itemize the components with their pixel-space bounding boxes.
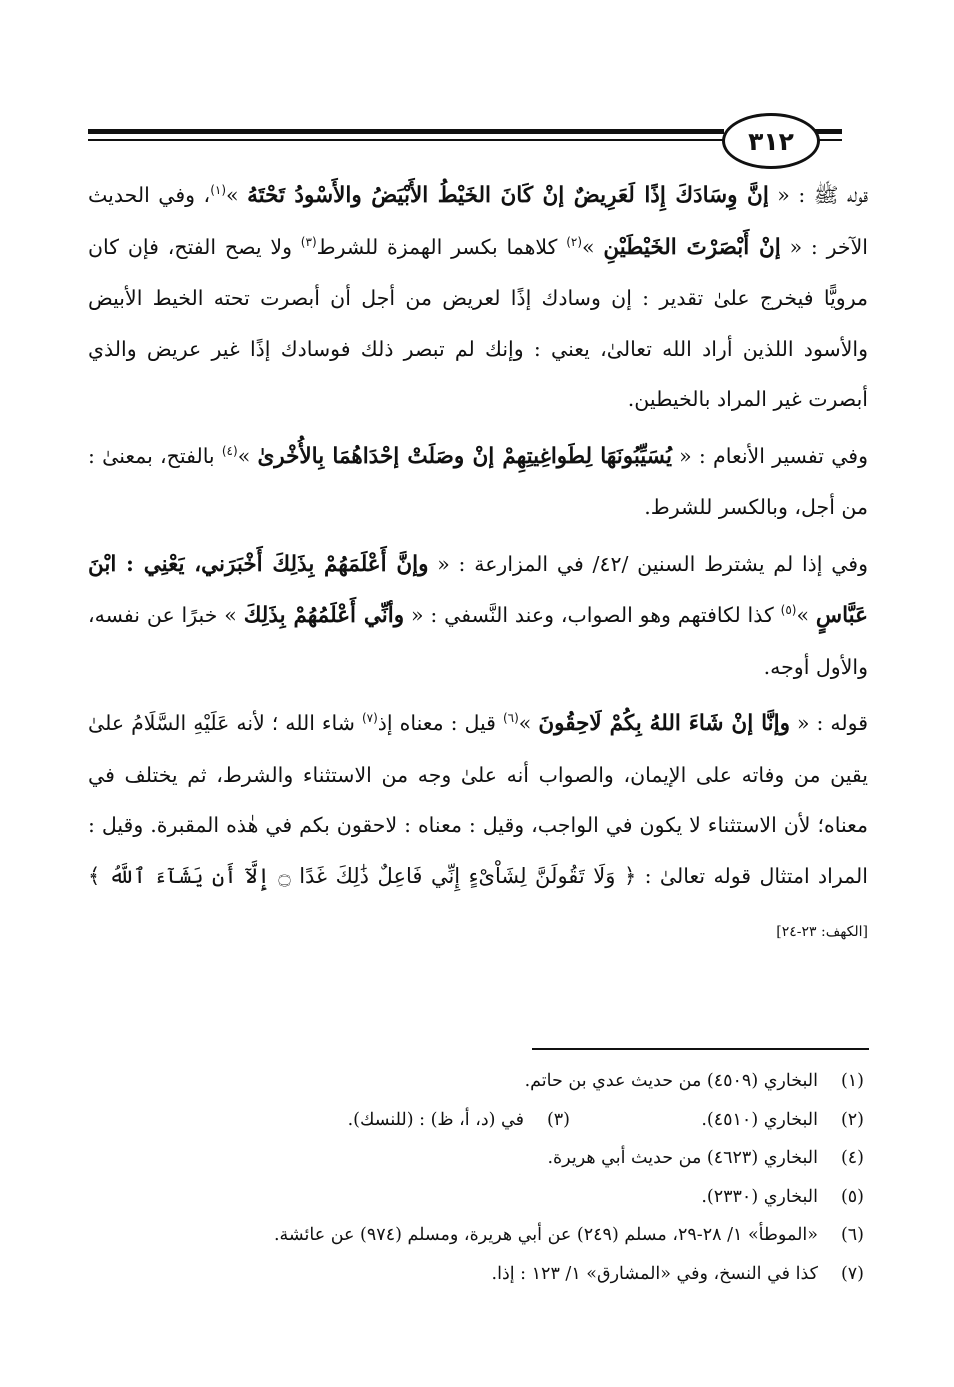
footnote-item: (٧) كذا في النسخ، وفي «المشارق» ١/ ١٢٣ : إذا. <box>491 1263 864 1284</box>
footnote-ref: (٥) <box>780 603 797 618</box>
footnote-ref: (٧) <box>361 711 378 726</box>
quran-verse: ﴿ وَلَا تَقُولَنَّ لِشَاْىْءٍ إِنِّي فَاعِلٌ ذَٰلِكَ غَدًا ۝ إِلَّآ أَن يَشَآءَ ٱللَّهُ ﴾ <box>88 863 637 888</box>
footnote-ref: (٣) <box>300 234 317 249</box>
footnote-item: (٢) البخاري (٤٥١٠). (٣) في (د، أ، ظ) : (للنسك). <box>347 1109 864 1130</box>
main-text <box>88 170 868 964</box>
footnote-item: (٤) البخاري (٤٦٢٣) من حديث أبي هريرة. <box>547 1148 864 1168</box>
paragraph-1: قوله ﷺ : « إنَّ وِسَادَكَ إِذًا لَعَرِيضٌ إنْ كَانَ الخَيْطُ الأَبْيَضُ والأَسْودُ تَحْتَهُ »$^{(١)}$، وفي الحديث الآخر : « إنْ أَبْصَرْتَ الخَيْطَيْنِ »$^{(٢)}$ كلاهما بكسر الهمزة للشرط$^{(٣)}$ ولا يصح الفتح، فإن كان مرويًّا فيخرج علىٰ تقدير : إن وسادك إذًا لعريض من أجل أن أبصرت تحته الخيط الأبيض والأسود اللذين أراد الله تعالىٰ، يعني : وإنك لم تبصر ذلك فوسادك إذًا غير عريض والذي أبصرت غير المراد بالخيطين. <box>88 183 868 411</box>
paragraph-2: وفي تفسير الأنعام : « يُسَيِّبُونَهَا لِطَواغِيتِهِمْ إنْ وصَلَتْ إحْدَاهُمَا بِالأُخْرىٰ »$^{(٤)}$ بالفتح، بمعنىٰ : من أجل، وبالكسر للشرط. <box>88 443 868 519</box>
footnote-item: (٥) البخاري (٢٣٣٠). <box>701 1186 864 1207</box>
hadith-quote: إنْ أَبْصَرْتَ الخَيْطَيْنِ <box>603 234 781 260</box>
page-number: ٣١٢ <box>722 113 820 169</box>
footnote-item: (٦) «الموطأ» ١/ ٢٨-٢٩، مسلم (٢٤٩) عن أبي هريرة، ومسلم (٩٧٤) عن عائشة. <box>273 1225 864 1245</box>
hadith-quote: إنَّ وِسَادَكَ إِذًا لَعَرِيضٌ إنْ كَانَ الخَيْطُ الأَبْيَضُ والأَسْودُ تَحْتَهُ <box>247 183 769 208</box>
footnotes <box>88 1062 864 1293</box>
paragraph-4: قوله : « وإنَّا إنْ شَاءَ اللهُ بِكُمْ لَاحِقُونَ »$^{(٦)}$ قيل : معناه إذ$^{(٧)}$ شاء الله ؛ لأنه عَلَيْهِ السَّلَامُ علىٰ يقين من وفاته على الإيمان، والصواب أنه علىٰ وجه من الاستثناء والشرط، ثم يختلف في معناه؛ لأن الاستثناء لا يكون في الواجب، وقيل : معناه : لاحقون بكم في هٰذه المقبرة. وقيل : المراد امتثال قوله تعالىٰ : ﴿ وَلَا تَقُولَنَّ لِشَاْىْءٍ إِنِّي فَاعِلٌ ذَٰلِكَ غَدًا ۝ إِلَّآ أَن يَشَآءَ ٱللَّهُ ﴾ [الكهف: ٢٣-٢٤] <box>88 711 869 940</box>
hadith-quote: وإنَّ أَعْلَمَهُمْ بِذَلِكَ أَخْبَرَني، يَعْنِي : ابْنَ عَبَّاسٍ <box>88 551 869 628</box>
paragraph-3: وفي إذا لم يشترط السنين /٤٢/ في المزارعة : « وإنَّ أَعْلَمَهُمْ بِذَلِكَ أَخْبَرَني، يَعْنِي : ابْنَ عَبَّاسٍ »$^{(٥)}$ كذا لكافتهم وهو الصواب، وعند النَّسفي : « وأنِّي أَعْلَمُهُمْ بِذَلِكَ » خبرًا عن نفسه، والأول أوجه. <box>88 551 869 679</box>
verse-reference: [الكهف: ٢٣-٢٤] <box>776 924 868 940</box>
header-rule-thick <box>88 129 724 134</box>
footnote-ref: (٢) <box>566 234 583 249</box>
hadith-quote: يُسَيِّبُونَهَا لِطَواغِيتِهِمْ إنْ وصَلَتْ إحْدَاهُمَا بِالأُخْرىٰ <box>257 443 672 469</box>
header-rule-thin <box>88 139 724 141</box>
footnote-ref: (٦) <box>502 711 519 726</box>
hadith-quote: وإنَّا إنْ شَاءَ اللهُ بِكُمْ لَاحِقُونَ <box>538 711 791 736</box>
hadith-quote: وأنِّي أَعْلَمُهُمْ بِذَلِكَ <box>243 603 405 628</box>
footnote-ref: (٤) <box>221 443 238 458</box>
footnote-item: (١) البخاري (٤٥٠٩) من حديث عدي بن حاتم. <box>524 1071 864 1091</box>
footnote-ref: (١) <box>210 183 227 198</box>
footnote-separator <box>532 1048 869 1050</box>
